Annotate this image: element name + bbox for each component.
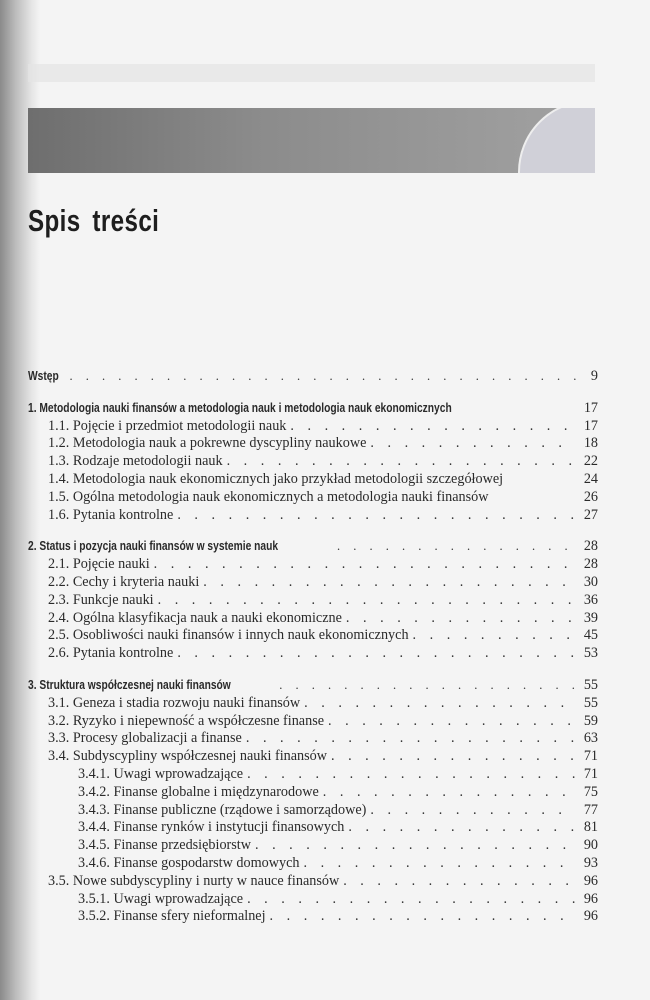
- toc-entry[interactable]: [28, 713, 598, 731]
- toc-entry-label: Wstęp: [28, 369, 59, 383]
- toc-entry-label: 1.1. Pojęcie i przedmiot metodologii nauk: [48, 417, 287, 434]
- table-of-contents: [28, 368, 598, 926]
- toc-entry-label: 3.5.2. Finanse sfery nieformalnej: [78, 908, 266, 925]
- toc-entry-label: 1.2. Metodologia nauk a pokrewne dyscypliny naukowe: [48, 435, 367, 452]
- toc-gap: [28, 663, 598, 677]
- toc-entry-label: 3.2. Ryzyko i niepewność a współczesne finanse: [48, 712, 325, 729]
- toc-page-number: 36: [583, 591, 598, 608]
- toc-entry-label: 3.4.6. Finanse gospodarstw domowych: [78, 854, 300, 871]
- dot-leader: [158, 592, 576, 609]
- toc-page-number: 45: [583, 627, 598, 644]
- toc-page-number: 63: [583, 730, 598, 747]
- toc-page-number: 93: [583, 854, 598, 871]
- toc-entry[interactable]: [28, 908, 598, 926]
- toc-page-number: 81: [583, 819, 598, 836]
- toc-entry[interactable]: [28, 891, 598, 909]
- toc-page-number: 55: [583, 694, 598, 711]
- toc-entry-label: 1.5. Ogólna metodologia nauk ekonomicznych a metodologia nauki finansów: [48, 488, 489, 505]
- toc-entry[interactable]: [28, 873, 598, 891]
- toc-entry-label: 3.4.3. Finanse publiczne (rządowe i samorządowe): [78, 801, 367, 818]
- dot-leader: [246, 730, 576, 747]
- toc-entry-label: 2.5. Osobliwości nauki finansów i innych nauk ekonomicznych: [48, 627, 409, 644]
- toc-page-number: 9: [590, 368, 598, 384]
- toc-page-number: 90: [583, 837, 598, 854]
- toc-entry[interactable]: [28, 748, 598, 766]
- toc-page-number: 96: [583, 908, 598, 925]
- toc-entry-label: 3.4.4. Finanse rynków i instytucji finansowych: [78, 819, 345, 836]
- toc-entry[interactable]: [28, 435, 598, 453]
- toc-page-number: 28: [583, 556, 598, 573]
- toc-entry[interactable]: [28, 574, 598, 592]
- toc-chapter-entry[interactable]: [28, 538, 598, 556]
- toc-page-number: 22: [583, 453, 598, 470]
- dot-leader: [247, 766, 576, 783]
- toc-page-number: 28: [583, 538, 598, 555]
- dot-leader: [203, 574, 576, 591]
- toc-entry-label: 1. Metodologia nauki finansów a metodologia nauk i metodologia nauk ekonomicznych: [28, 400, 452, 415]
- toc-gap: [28, 524, 598, 538]
- toc-entry[interactable]: [28, 837, 598, 855]
- toc-entry-label: 3.4.2. Finanse globalne i międzynarodowe: [78, 783, 319, 800]
- toc-page-number: 17: [583, 417, 598, 434]
- toc-page-number: 96: [583, 872, 598, 889]
- bleed-through-band: [28, 64, 595, 82]
- dot-leader: [227, 453, 576, 470]
- toc-entry[interactable]: [28, 766, 598, 784]
- toc-entry-label: 2.3. Funkcje nauki: [48, 591, 154, 608]
- toc-page-number: 24: [583, 470, 598, 487]
- dot-leader: [304, 695, 576, 712]
- dot-leader: [370, 435, 576, 452]
- toc-page-number: 53: [583, 645, 598, 662]
- banner-circle-ornament: [518, 108, 595, 173]
- toc-entry[interactable]: [28, 418, 598, 436]
- toc-entry[interactable]: [28, 471, 598, 489]
- toc-page-number: 71: [583, 748, 598, 765]
- toc-entry-label: 3.3. Procesy globalizacji a finanse: [48, 730, 242, 747]
- page-title: Spis treści: [28, 203, 160, 238]
- toc-page-number: 30: [583, 573, 598, 590]
- toc-entry-label: 1.4. Metodologia nauk ekonomicznych jako przykład metodologii szczegółowej: [48, 470, 504, 487]
- toc-entry-label: 3.5.1. Uwagi wprowadzające: [78, 890, 244, 907]
- dot-leader: [255, 837, 576, 854]
- dot-leader: [413, 627, 576, 644]
- toc-entry-label: 2.2. Cechy i kryteria nauki: [48, 573, 200, 590]
- toc-entry[interactable]: [28, 453, 598, 471]
- toc-gap: [28, 386, 598, 400]
- toc-entry-label: 2.6. Pytania kontrolne: [48, 645, 174, 662]
- toc-entry-label: 3.4.5. Finanse przedsiębiorstw: [78, 837, 251, 854]
- dot-leader: [247, 891, 576, 908]
- toc-page-number: 71: [583, 765, 598, 782]
- toc-page-number: 17: [583, 399, 598, 416]
- dot-leader: [328, 713, 576, 730]
- dot-leader: [154, 556, 576, 573]
- toc-entry[interactable]: [28, 556, 598, 574]
- toc-page-number: 55: [583, 676, 598, 693]
- toc-page-number: 27: [583, 506, 598, 523]
- dot-leader: [279, 678, 576, 693]
- dot-leader: [348, 819, 576, 836]
- toc-entry[interactable]: [28, 592, 598, 610]
- toc-entry[interactable]: [28, 610, 598, 628]
- toc-entry-label: 2.4. Ogólna klasyfikacja nauk a nauki ekonomiczne: [48, 609, 342, 626]
- toc-entry-label: 1.6. Pytania kontrolne: [48, 506, 174, 523]
- toc-entry-label: 3. Struktura współczesnej nauki finansów: [28, 677, 231, 692]
- toc-page-number: 59: [583, 712, 598, 729]
- chapter-banner: [28, 108, 595, 173]
- toc-page-number: 18: [583, 435, 598, 452]
- toc-page-number: 77: [583, 801, 598, 818]
- dot-leader: [323, 784, 576, 801]
- toc-entry-label: 1.3. Rodzaje metodologii nauk: [48, 453, 223, 470]
- toc-entry-label: 3.4. Subdyscypliny współczesnej nauki finansów: [48, 748, 327, 765]
- toc-entry-label: 3.4.1. Uwagi wprowadzające: [78, 765, 244, 782]
- toc-entry-label: 2.1. Pojęcie nauki: [48, 556, 150, 573]
- toc-entry-label: 2. Status i pozycja nauki finansów w systemie nauk: [28, 539, 279, 554]
- dot-leader: [290, 418, 576, 435]
- dot-leader: [177, 645, 576, 662]
- toc-entry[interactable]: [28, 645, 598, 663]
- toc-entry[interactable]: [28, 507, 598, 525]
- toc-entry-label: 3.5. Nowe subdyscypliny i nurty w nauce finansów: [48, 872, 340, 889]
- toc-entry[interactable]: [28, 489, 598, 507]
- toc-chapter-entry[interactable]: [28, 368, 598, 386]
- toc-page-number: 75: [583, 783, 598, 800]
- toc-entry[interactable]: [28, 695, 598, 713]
- toc-chapter-entry[interactable]: [28, 677, 598, 695]
- toc-page-number: 39: [583, 609, 598, 626]
- toc-entry[interactable]: [28, 855, 598, 873]
- dot-leader: [343, 873, 576, 890]
- dot-leader: [331, 748, 576, 765]
- dot-leader: [346, 610, 576, 627]
- dot-leader: [270, 908, 576, 925]
- toc-entry[interactable]: [28, 627, 598, 645]
- dot-leader: [370, 802, 576, 819]
- toc-chapter-entry[interactable]: [28, 400, 598, 418]
- toc-entry[interactable]: [28, 819, 598, 837]
- toc-entry[interactable]: [28, 730, 598, 748]
- toc-page-number: 96: [583, 890, 598, 907]
- dot-leader: [337, 539, 576, 554]
- dot-leader: [303, 855, 576, 872]
- dot-leader: [177, 507, 576, 524]
- toc-entry[interactable]: [28, 802, 598, 820]
- toc-entry[interactable]: [28, 784, 598, 802]
- toc-entry-label: 3.1. Geneza i stadia rozwoju nauki finansów: [48, 694, 301, 711]
- toc-page-number: 26: [583, 488, 598, 505]
- dot-leader: [70, 369, 577, 384]
